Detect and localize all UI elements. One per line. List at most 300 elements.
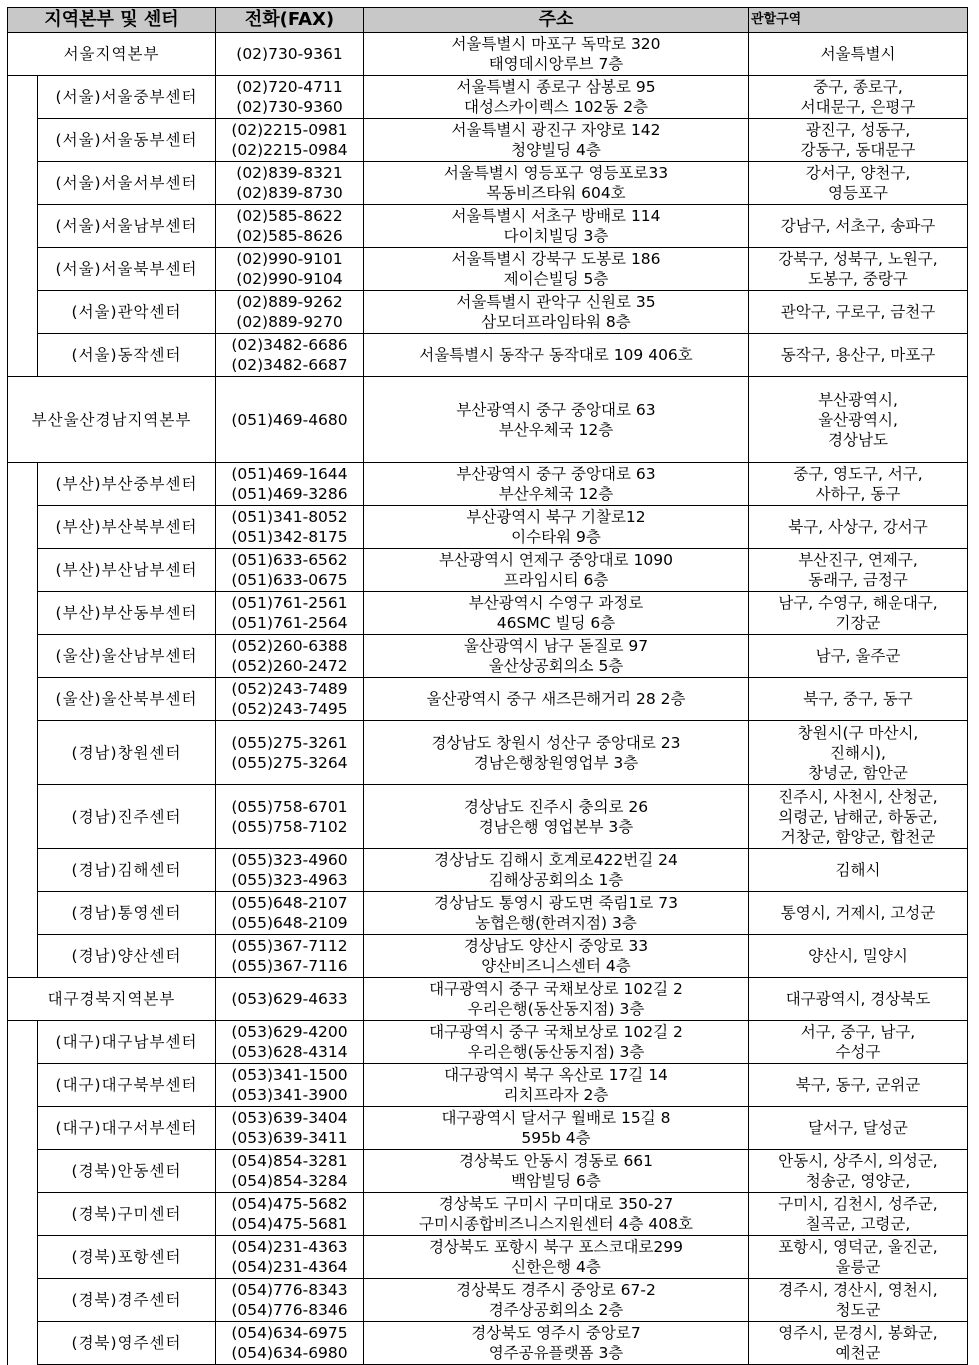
center-area-line: 포항시, 영덕군, 울진군, — [778, 1238, 938, 1256]
center-name: (서울)서울남부센터 — [38, 205, 216, 248]
center-phone — [216, 291, 364, 334]
center-row — [8, 592, 968, 635]
center-area — [749, 205, 968, 248]
center-address-line: 경상남도 창원시 성산구 중앙대로 23 — [431, 733, 681, 752]
center-phone-line: (054)634-6975 — [231, 1324, 348, 1342]
center-phone-line: (051)633-0675 — [231, 571, 348, 589]
hq-address — [364, 377, 749, 463]
center-address — [364, 721, 749, 785]
center-address — [364, 935, 749, 978]
center-name: (서울)서울동부센터 — [38, 119, 216, 162]
hq-address-line: 대구광역시 중구 국채보상로 102길 2 — [429, 980, 683, 998]
center-address — [364, 892, 749, 935]
center-name: (경남)진주센터 — [38, 785, 216, 849]
center-address-line: 삼모더프라임타워 8층 — [481, 313, 631, 331]
center-area — [749, 119, 968, 162]
center-phone-line: (051)761-2561 — [231, 594, 348, 612]
hq-address-line: 부산광역시 중구 중앙대로 63 — [456, 400, 656, 419]
center-phone — [216, 892, 364, 935]
center-address — [364, 291, 749, 334]
center-area — [749, 1279, 968, 1322]
center-name: (서울)서울중부센터 — [38, 76, 216, 119]
center-row — [8, 549, 968, 592]
center-area — [749, 1322, 968, 1365]
hq-name: 부산울산경남지역본부 — [8, 377, 216, 463]
center-row — [8, 162, 968, 205]
center-address-line: 울산광역시 남구 돋질로 97 — [463, 637, 649, 655]
center-row — [8, 1279, 968, 1322]
center-name: (서울)서울북부센터 — [38, 248, 216, 291]
center-name: (부산)부산남부센터 — [38, 549, 216, 592]
center-phone-line: (053)639-3411 — [231, 1129, 348, 1147]
center-area-line: 북구, 동구, 군위군 — [795, 1076, 921, 1094]
center-area-line: 진해시), — [830, 743, 886, 762]
center-address-line: 경상북도 경주시 중앙로 67-2 — [456, 1281, 656, 1299]
center-address-line: 서울특별시 관악구 신원로 35 — [456, 293, 656, 311]
center-address-line: 부산광역시 중구 중앙대로 63 — [456, 465, 656, 483]
center-phone-line: (054)231-4363 — [231, 1238, 348, 1256]
center-area — [749, 721, 968, 785]
center-row — [8, 935, 968, 978]
center-address-line: 김해상공회의소 1층 — [488, 871, 624, 889]
center-area-line: 통영시, 거제시, 고성군 — [780, 904, 936, 922]
center-area — [749, 592, 968, 635]
center-phone — [216, 1150, 364, 1193]
center-area-line: 기장군 — [835, 614, 881, 632]
hq-area-line: 서울특별시 — [820, 45, 896, 63]
center-address-line: 대성스카이렉스 102동 2층 — [463, 98, 649, 116]
center-phone-line: (02)839-8321 — [236, 164, 343, 182]
center-area-line: 동작구, 용산구, 마포구 — [780, 346, 936, 364]
center-address — [364, 1150, 749, 1193]
center-phone-line: (054)776-8346 — [231, 1301, 348, 1319]
center-phone — [216, 76, 364, 119]
center-address — [364, 334, 749, 377]
center-name: (대구)대구서부센터 — [38, 1107, 216, 1150]
group-indent-cell — [8, 463, 38, 978]
center-area — [749, 1150, 968, 1193]
center-area-line: 창원시(구 마산시, — [797, 723, 919, 742]
center-address-line: 부산광역시 북구 기찰로12 — [466, 508, 646, 526]
center-address-line: 대구광역시 북구 옥산로 17길 14 — [444, 1066, 668, 1084]
center-phone-line: (052)243-7489 — [231, 680, 348, 698]
hq-row — [8, 978, 968, 1021]
center-name: (부산)부산동부센터 — [38, 592, 216, 635]
center-address — [364, 785, 749, 849]
center-phone-line: (053)341-1500 — [231, 1066, 348, 1084]
center-phone-line: (054)475-5682 — [231, 1195, 348, 1213]
center-area-line: 중구, 영도구, 서구, — [793, 465, 923, 483]
center-phone-line: (053)341-3900 — [231, 1086, 348, 1104]
center-name: (대구)대구남부센터 — [38, 1021, 216, 1064]
center-phone-line: (054)231-4364 — [231, 1258, 348, 1276]
center-area — [749, 76, 968, 119]
center-phone — [216, 1322, 364, 1365]
center-phone — [216, 592, 364, 635]
center-row — [8, 635, 968, 678]
center-phone — [216, 849, 364, 892]
center-row — [8, 849, 968, 892]
center-phone — [216, 935, 364, 978]
center-area-line: 남구, 수영구, 해운대구, — [778, 594, 938, 612]
center-address-line: 구미시종합비즈니스지원센터 4층 408호 — [419, 1215, 693, 1233]
center-area-line: 북구, 중구, 동구 — [803, 690, 913, 708]
center-phone-line: (055)648-2109 — [231, 914, 348, 932]
center-directory-table — [7, 7, 968, 1365]
center-phone — [216, 678, 364, 721]
center-phone-line: (054)634-6980 — [231, 1344, 348, 1362]
hq-address — [364, 33, 749, 76]
center-phone-line: (055)275-3264 — [231, 753, 348, 772]
center-address-line: 서울특별시 영등포구 영등포로33 — [443, 164, 669, 182]
center-area-line: 구미시, 김천시, 성주군, — [778, 1195, 938, 1213]
center-name: (경북)경주센터 — [38, 1279, 216, 1322]
hq-phone-line: (053)629-4633 — [231, 990, 348, 1008]
center-phone-line: (053)628-4314 — [231, 1043, 348, 1061]
center-area — [749, 248, 968, 291]
center-area-line: 경주시, 경산시, 영천시, — [778, 1281, 938, 1299]
center-address — [364, 1107, 749, 1150]
hq-row — [8, 33, 968, 76]
center-phone-line: (051)761-2564 — [231, 614, 348, 632]
center-row — [8, 1322, 968, 1365]
center-area-line: 강남구, 서초구, 송파구 — [780, 217, 936, 235]
center-area-line: 영등포구 — [828, 184, 888, 202]
header-address: 주소 — [364, 8, 749, 33]
center-phone — [216, 635, 364, 678]
center-address-line: 경상북도 구미시 구미대로 350-27 — [438, 1195, 674, 1213]
center-address — [364, 1279, 749, 1322]
center-address-line: 부산광역시 연제구 중앙대로 1090 — [439, 551, 673, 569]
center-address — [364, 1236, 749, 1279]
center-address — [364, 76, 749, 119]
center-area — [749, 1064, 968, 1107]
center-phone-line: (02)720-4711 — [236, 78, 343, 96]
center-address — [364, 205, 749, 248]
center-phone-line: (02)3482-6687 — [231, 356, 348, 374]
hq-phone — [216, 978, 364, 1021]
center-area — [749, 463, 968, 506]
center-row — [8, 678, 968, 721]
center-area — [749, 1107, 968, 1150]
hq-address-line: 서울특별시 마포구 독막로 320 — [451, 35, 661, 53]
center-phone-line: (052)260-6388 — [231, 637, 348, 655]
center-area-line: 남구, 울주군 — [815, 647, 901, 665]
center-address-line: 이수타워 9층 — [511, 528, 601, 546]
center-area — [749, 334, 968, 377]
center-row — [8, 205, 968, 248]
center-address — [364, 463, 749, 506]
center-area-line: 서대문구, 은평구 — [800, 98, 916, 116]
center-phone — [216, 1064, 364, 1107]
center-phone-line: (054)854-3284 — [231, 1172, 348, 1190]
center-phone-line: (051)342-8175 — [231, 528, 348, 546]
center-address-line: 청양빌딩 4층 — [511, 141, 601, 159]
center-area — [749, 1193, 968, 1236]
center-phone-line: (02)2215-0981 — [231, 121, 348, 139]
center-row — [8, 721, 968, 785]
center-area — [749, 162, 968, 205]
center-phone — [216, 506, 364, 549]
center-address-line: 경상남도 통영시 광도면 죽림1로 73 — [434, 894, 678, 912]
center-address-line: 서울특별시 서초구 방배로 114 — [451, 207, 661, 225]
header-phone: 전화(FAX) — [216, 8, 364, 33]
center-address-line: 양산비즈니스센터 4층 — [481, 957, 631, 975]
center-phone-line: (054)854-3281 — [231, 1152, 348, 1170]
center-area-line: 수성구 — [835, 1043, 881, 1061]
center-address-line: 경남은행창원영업부 3층 — [473, 753, 639, 772]
center-phone-line: (055)323-4963 — [231, 871, 348, 889]
center-phone — [216, 1107, 364, 1150]
center-phone — [216, 1193, 364, 1236]
center-phone-line: (02)730-9360 — [236, 98, 343, 116]
center-phone-line: (055)758-6701 — [231, 797, 348, 816]
center-address — [364, 1021, 749, 1064]
center-area-line: 강동구, 동대문구 — [800, 141, 916, 159]
center-address-line: 595b 4층 — [521, 1129, 591, 1147]
center-area-line: 강서구, 양천구, — [805, 164, 911, 182]
center-row — [8, 785, 968, 849]
hq-area — [749, 33, 968, 76]
center-phone — [216, 248, 364, 291]
hq-address-line: 우리은행(동산동지점) 3층 — [467, 1000, 645, 1018]
center-area-line: 동래구, 금정구 — [808, 571, 908, 589]
center-phone-line: (02)990-9104 — [236, 270, 343, 288]
center-address-line: 경상남도 진주시 충의로 26 — [463, 797, 649, 816]
center-address-line: 경남은행 영업본부 3층 — [478, 817, 634, 836]
hq-area-line: 경상남도 — [828, 430, 888, 449]
center-address-line: 백암빌딩 6층 — [511, 1172, 601, 1190]
center-address-line: 경상북도 포항시 북구 포스코대로299 — [429, 1238, 683, 1256]
center-area-line: 울릉군 — [835, 1258, 881, 1276]
center-address — [364, 506, 749, 549]
center-name: (경북)영주센터 — [38, 1322, 216, 1365]
hq-area — [749, 377, 968, 463]
center-phone-line: (051)341-8052 — [231, 508, 348, 526]
center-phone — [216, 1236, 364, 1279]
center-name: (경남)양산센터 — [38, 935, 216, 978]
center-area-line: 양산시, 밀양시 — [808, 947, 908, 965]
center-phone-line: (055)323-4960 — [231, 851, 348, 869]
center-address-line: 프라임시티 6층 — [503, 571, 609, 589]
center-phone-line: (051)469-1644 — [231, 465, 348, 483]
center-address — [364, 1322, 749, 1365]
center-name: (울산)울산북부센터 — [38, 678, 216, 721]
center-address-line: 경상북도 영주시 중앙로7 — [471, 1324, 641, 1342]
center-area-line: 강북구, 성북구, 노원구, — [778, 250, 938, 268]
center-area — [749, 935, 968, 978]
center-address — [364, 119, 749, 162]
center-row — [8, 334, 968, 377]
center-address-line: 농협은행(한려지점) 3층 — [475, 914, 637, 932]
center-name: (경북)안동센터 — [38, 1150, 216, 1193]
center-address-line: 서울특별시 동작구 동작대로 109 406호 — [419, 346, 693, 364]
hq-phone-line: (02)730-9361 — [236, 45, 343, 63]
center-phone-line: (055)648-2107 — [231, 894, 348, 912]
center-area-line: 달서구, 달성군 — [808, 1119, 908, 1137]
center-name: (울산)울산남부센터 — [38, 635, 216, 678]
hq-area-line: 울산광역시, — [818, 410, 898, 429]
hq-address-line: 부산우체국 12층 — [498, 420, 614, 439]
center-area-line: 북구, 사상구, 강서구 — [788, 518, 928, 536]
center-area-line: 창녕군, 함안군 — [808, 763, 908, 782]
hq-phone-line: (051)469-4680 — [231, 410, 348, 429]
center-phone — [216, 162, 364, 205]
center-area-line: 의령군, 남해군, 하동군, — [778, 807, 938, 826]
center-phone-line: (02)585-8626 — [236, 227, 343, 245]
center-phone — [216, 549, 364, 592]
center-phone-line: (051)469-3286 — [231, 485, 348, 503]
center-address-line: 경주상공회의소 2층 — [488, 1301, 624, 1319]
center-address — [364, 635, 749, 678]
center-address — [364, 248, 749, 291]
group-indent-cell — [8, 1021, 38, 1365]
center-address — [364, 592, 749, 635]
center-row — [8, 463, 968, 506]
group-indent-cell — [8, 76, 38, 377]
center-address — [364, 1193, 749, 1236]
center-row — [8, 892, 968, 935]
hq-name: 대구경북지역본부 — [8, 978, 216, 1021]
center-address-line: 목동비즈타워 604호 — [486, 184, 626, 202]
center-area-line: 청도군 — [835, 1301, 881, 1319]
center-phone-line: (055)275-3261 — [231, 733, 348, 752]
center-area-line: 광진구, 성동구, — [805, 121, 911, 139]
center-phone-line: (02)2215-0984 — [231, 141, 348, 159]
center-address — [364, 549, 749, 592]
center-phone-line: (052)243-7495 — [231, 700, 348, 718]
center-phone — [216, 785, 364, 849]
center-address-line: 경상북도 안동시 경동로 661 — [458, 1152, 654, 1170]
hq-name: 서울지역본부 — [8, 33, 216, 76]
center-name: (경북)포항센터 — [38, 1236, 216, 1279]
center-area — [749, 678, 968, 721]
center-address-line: 영주공유플랫폼 3층 — [488, 1344, 624, 1362]
hq-area-line: 부산광역시, — [818, 390, 898, 409]
center-address — [364, 1064, 749, 1107]
center-phone — [216, 119, 364, 162]
center-area — [749, 1236, 968, 1279]
center-phone-line: (052)260-2472 — [231, 657, 348, 675]
hq-address-line: 태영데시앙루브 7층 — [488, 55, 624, 73]
center-row — [8, 1193, 968, 1236]
center-row — [8, 1107, 968, 1150]
table-body — [8, 33, 968, 1365]
center-address-line: 46SMC 빌딩 6층 — [496, 614, 616, 632]
center-phone-line: (051)633-6562 — [231, 551, 348, 569]
center-name: (서울)동작센터 — [38, 334, 216, 377]
center-phone-line: (02)889-9270 — [236, 313, 343, 331]
hq-row — [8, 377, 968, 463]
center-area-line: 거창군, 함양군, 합천군 — [780, 827, 936, 846]
center-area-line: 김해시 — [835, 861, 881, 879]
center-phone-line: (054)776-8343 — [231, 1281, 348, 1299]
center-phone-line: (054)475-5681 — [231, 1215, 348, 1233]
center-address-line: 대구광역시 달서구 월배로 15길 8 — [441, 1109, 671, 1127]
center-row — [8, 1236, 968, 1279]
center-name: (경남)창원센터 — [38, 721, 216, 785]
center-address — [364, 678, 749, 721]
center-phone-line: (02)3482-6686 — [231, 336, 348, 354]
center-area-line: 중구, 종로구, — [813, 78, 903, 96]
center-area — [749, 549, 968, 592]
center-phone — [216, 463, 364, 506]
center-area — [749, 635, 968, 678]
hq-area-line: 대구광역시, 경상북도 — [785, 990, 931, 1008]
center-address-line: 제이슨빌딩 5층 — [503, 270, 609, 288]
center-name: (경북)구미센터 — [38, 1193, 216, 1236]
center-phone-line: (02)839-8730 — [236, 184, 343, 202]
center-row — [8, 1064, 968, 1107]
center-phone-line: (053)639-3404 — [231, 1109, 348, 1127]
center-name: (서울)서울서부센터 — [38, 162, 216, 205]
center-row — [8, 1150, 968, 1193]
center-address-line: 우리은행(동산동지점) 3층 — [467, 1043, 645, 1061]
hq-address — [364, 978, 749, 1021]
center-address-line: 리치프라자 2층 — [503, 1086, 609, 1104]
center-address-line: 울산광역시 중구 새즈믄해거리 28 2층 — [426, 690, 686, 708]
center-area — [749, 849, 968, 892]
center-name: (부산)부산북부센터 — [38, 506, 216, 549]
center-row — [8, 76, 968, 119]
center-row — [8, 1021, 968, 1064]
center-area-line: 영주시, 문경시, 봉화군, — [778, 1324, 938, 1342]
center-name: (대구)대구북부센터 — [38, 1064, 216, 1107]
center-phone — [216, 205, 364, 248]
center-area-line: 사하구, 동구 — [815, 485, 901, 503]
hq-phone — [216, 377, 364, 463]
center-phone-line: (055)367-7116 — [231, 957, 348, 975]
center-row — [8, 248, 968, 291]
center-area-line: 청송군, 영양군, — [805, 1172, 911, 1190]
center-address-line: 경상남도 김해시 호계로422번길 24 — [434, 851, 678, 869]
center-name: (부산)부산중부센터 — [38, 463, 216, 506]
hq-area — [749, 978, 968, 1021]
center-address-line: 경상남도 양산시 중앙로 33 — [463, 937, 649, 955]
center-address-line: 부산광역시 수영구 과정로 — [468, 594, 644, 612]
center-area-line: 칠곡군, 고령군, — [805, 1215, 911, 1233]
center-area-line: 관악구, 구로구, 금천구 — [780, 303, 936, 321]
center-area-line: 도봉구, 중랑구 — [808, 270, 908, 288]
center-row — [8, 291, 968, 334]
center-name: (경남)김해센터 — [38, 849, 216, 892]
center-area-line: 안동시, 상주시, 의성군, — [778, 1152, 938, 1170]
center-address-line: 부산우체국 12층 — [498, 485, 614, 503]
center-phone-line: (02)585-8622 — [236, 207, 343, 225]
center-phone — [216, 1021, 364, 1064]
center-address-line: 신한은행 4층 — [511, 1258, 601, 1276]
center-name: (경남)통영센터 — [38, 892, 216, 935]
header-center: 지역본부 및 센터 — [8, 8, 216, 33]
center-name: (서울)관악센터 — [38, 291, 216, 334]
center-address — [364, 849, 749, 892]
center-area-line: 진주시, 사천시, 산청군, — [778, 787, 938, 806]
center-area-line: 예천군 — [835, 1344, 881, 1362]
center-row — [8, 119, 968, 162]
center-address-line: 서울특별시 강북구 도봉로 186 — [451, 250, 661, 268]
table-header-row — [8, 8, 968, 33]
center-phone-line: (053)629-4200 — [231, 1023, 348, 1041]
center-area — [749, 1021, 968, 1064]
hq-phone — [216, 33, 364, 76]
center-area — [749, 892, 968, 935]
center-phone-line: (02)990-9101 — [236, 250, 343, 268]
center-area — [749, 291, 968, 334]
center-address-line: 서울특별시 종로구 삼봉로 95 — [456, 78, 656, 96]
center-phone-line: (02)889-9262 — [236, 293, 343, 311]
center-phone — [216, 334, 364, 377]
center-phone-line: (055)367-7112 — [231, 937, 348, 955]
